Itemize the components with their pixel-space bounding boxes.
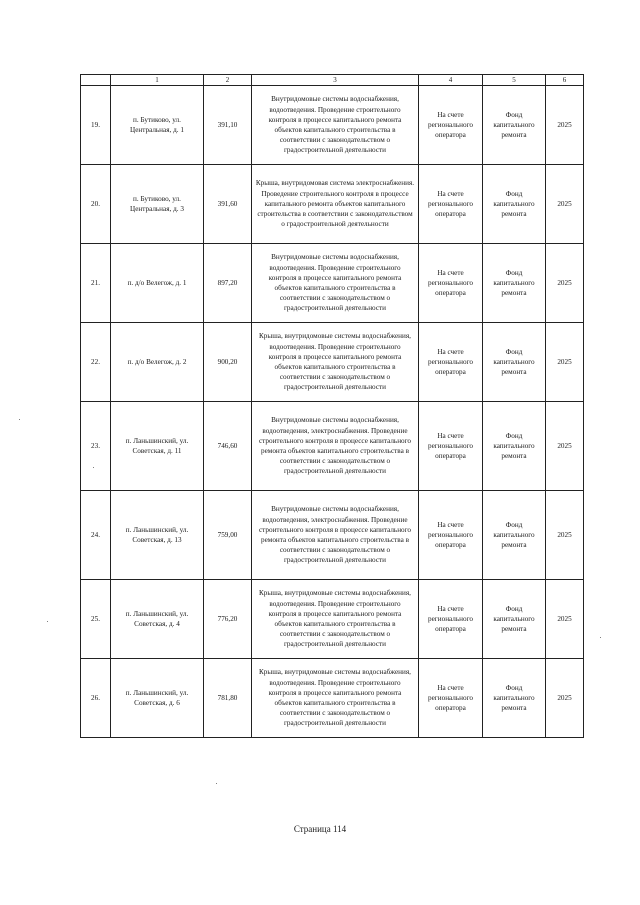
scan-speck (47, 621, 48, 622)
scan-speck (600, 637, 601, 638)
address-cell: п. Ланьшинский, ул. Советская, д. 11 (111, 402, 204, 491)
works-cell: Крыша, внутридомовые системы водоснабжения, водоотведения. Проведение строительного контроля в процессе капитального ремонта объектов капитального строительства в соответствии с законодательством о градостроительной деятельности (252, 580, 419, 659)
table-row (81, 86, 584, 165)
row-number-cell: 20. (81, 165, 111, 244)
table-row (81, 323, 584, 402)
table-row (81, 491, 584, 580)
account-cell: На счете регионального оператора (419, 659, 483, 738)
repair-plan-table (80, 74, 584, 738)
scan-speck (19, 419, 20, 420)
works-cell: Внутридомовые системы водоснабжения, водоотведения, электроснабжения. Проведение строительного контроля в процессе капитального ремонта объектов капитального строительства в соответствии с законодательством о градостроительной деятельности (252, 491, 419, 580)
year-cell: 2025 (546, 86, 584, 165)
row-number-cell: 21. (81, 244, 111, 323)
works-cell: Крыша, внутридомовая система электроснабжения. Проведение строительного контроля в процессе капитального ремонта объектов капитального строительства в соответствии с законодательством о градостроительной деятельности (252, 165, 419, 244)
funding-source-cell: Фонд капитального ремонта (483, 323, 546, 402)
row-number-cell: 22. (81, 323, 111, 402)
year-cell: 2025 (546, 323, 584, 402)
address-cell: п. Ланьшинский, ул. Советская, д. 6 (111, 659, 204, 738)
account-cell: На счете регионального оператора (419, 491, 483, 580)
account-cell: На счете регионального оператора (419, 323, 483, 402)
table-row (81, 402, 584, 491)
area-cell: 391,60 (204, 165, 252, 244)
header-cell-1: 1 (111, 75, 204, 86)
funding-source-cell: Фонд капитального ремонта (483, 165, 546, 244)
account-cell: На счете регионального оператора (419, 402, 483, 491)
year-cell: 2025 (546, 244, 584, 323)
area-cell: 900,20 (204, 323, 252, 402)
table-row (81, 659, 584, 738)
funding-source-cell: Фонд капитального ремонта (483, 86, 546, 165)
area-cell: 776,20 (204, 580, 252, 659)
works-cell: Крыша, внутридомовые системы водоснабжения, водоотведения. Проведение строительного контроля в процессе капитального ремонта объектов капитального строительства в соответствии с законодательством о градостроительной деятельности (252, 659, 419, 738)
row-number-cell: 25. (81, 580, 111, 659)
address-cell: п. д/о Велегож, д. 2 (111, 323, 204, 402)
column-number-row (81, 75, 584, 86)
header-cell-3: 3 (252, 75, 419, 86)
address-cell: п. Ланьшинский, ул. Советская, д. 4 (111, 580, 204, 659)
header-cell-6: 6 (546, 75, 584, 86)
funding-source-cell: Фонд капитального ремонта (483, 659, 546, 738)
address-cell: п. Бутиково, ул. Центральная, д. 1 (111, 86, 204, 165)
table-row (81, 165, 584, 244)
year-cell: 2025 (546, 491, 584, 580)
table-row (81, 580, 584, 659)
header-cell-4: 4 (419, 75, 483, 86)
funding-source-cell: Фонд капитального ремонта (483, 491, 546, 580)
account-cell: На счете регионального оператора (419, 580, 483, 659)
header-cell-5: 5 (483, 75, 546, 86)
address-cell: п. д/о Велегож, д. 1 (111, 244, 204, 323)
area-cell: 746,60 (204, 402, 252, 491)
year-cell: 2025 (546, 580, 584, 659)
address-cell: п. Бутиково, ул. Центральная, д. 3 (111, 165, 204, 244)
area-cell: 391,10 (204, 86, 252, 165)
funding-source-cell: Фонд капитального ремонта (483, 580, 546, 659)
funding-source-cell: Фонд капитального ремонта (483, 402, 546, 491)
row-number-cell: 24. (81, 491, 111, 580)
address-cell: п. Ланьшинский, ул. Советская, д. 13 (111, 491, 204, 580)
header-cell-2: 2 (204, 75, 252, 86)
row-number-cell: 19. (81, 86, 111, 165)
year-cell: 2025 (546, 659, 584, 738)
works-cell: Внутридомовые системы водоснабжения, водоотведения, электроснабжения. Проведение строительного контроля в процессе капитального ремонта объектов капитального строительства в соответствии с законодательством о градостроительной деятельности (252, 402, 419, 491)
page-number: Страница 114 (293, 824, 347, 834)
funding-source-cell: Фонд капитального ремонта (483, 244, 546, 323)
header-blank-cell (81, 75, 111, 86)
works-cell: Внутридомовые системы водоснабжения, водоотведения. Проведение строительного контроля в процессе капитального ремонта объектов капитального строительства в соответствии с законодательством о градостроительной деятельности (252, 244, 419, 323)
row-number-cell: 23. (81, 402, 111, 491)
area-cell: 897,20 (204, 244, 252, 323)
area-cell: 759,00 (204, 491, 252, 580)
works-cell: Крыша, внутридомовые системы водоснабжения, водоотведения. Проведение строительного контроля в процессе капитального ремонта объектов капитального строительства в соответствии с законодательством о градостроительной деятельности (252, 323, 419, 402)
area-cell: 781,80 (204, 659, 252, 738)
scan-speck (216, 783, 217, 784)
works-cell: Внутридомовые системы водоснабжения, водоотведения. Проведение строительного контроля в процессе капитального ремонта объектов капитального строительства в соответствии с законодательством о градостроительной деятельности (252, 86, 419, 165)
account-cell: На счете регионального оператора (419, 86, 483, 165)
year-cell: 2025 (546, 165, 584, 244)
account-cell: На счете регионального оператора (419, 165, 483, 244)
year-cell: 2025 (546, 402, 584, 491)
table-row (81, 244, 584, 323)
account-cell: На счете регионального оператора (419, 244, 483, 323)
row-number-cell: 26. (81, 659, 111, 738)
